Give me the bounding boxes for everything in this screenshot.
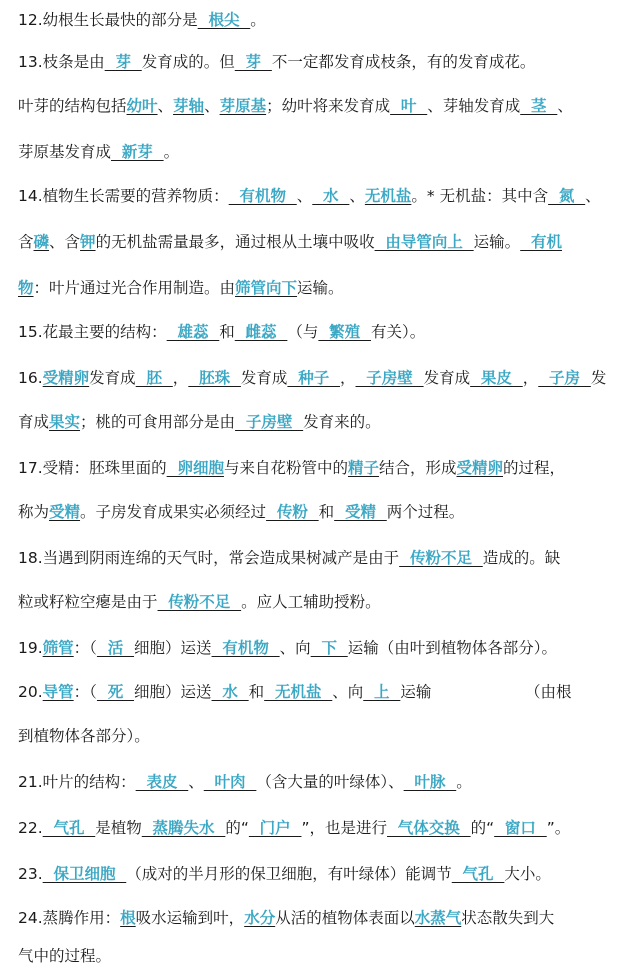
question-text: 、 — [157, 97, 174, 115]
answer-blank: 有机物 — [228, 187, 297, 205]
question-text: 22. — [18, 819, 43, 837]
question-text: （成对的半月形的保卫细胞，有叶绿体）能调节 — [126, 865, 452, 883]
question-text: 运输（由叶到植物体各部分）。 — [347, 639, 558, 657]
answer-blank: 氮 — [548, 187, 586, 205]
answer-blank: 上 — [363, 683, 401, 701]
answer-blank: 筛管向下 — [235, 279, 298, 297]
answer-blank: 气孔 — [451, 865, 505, 883]
question-text: 。 — [250, 11, 266, 29]
answer-blank: 气孔 — [42, 819, 96, 837]
question-text: 的过程， — [503, 459, 566, 477]
question-text: 芽原基发育成 — [18, 143, 112, 161]
answer-blank: 水蒸气 — [414, 909, 462, 927]
question-text: 。 — [456, 773, 472, 791]
text-line — [18, 410, 630, 434]
answer-blank: 子房 — [538, 369, 591, 387]
answer-blank: 窗口 — [494, 819, 547, 837]
answer-blank: 种子 — [287, 369, 340, 387]
text-line — [18, 680, 630, 704]
question-text: 发育成的。但 — [141, 53, 235, 71]
question-text: 不一定都发育成枝条，有的发育成花。 — [271, 53, 536, 71]
text-line — [18, 906, 630, 930]
answer-blank: 受精卵 — [42, 369, 90, 387]
question-text: ；幼叶将来发育成 — [266, 97, 391, 115]
question-text: 、向 — [332, 683, 364, 701]
text-line — [18, 320, 630, 344]
answer-blank: 磷 — [33, 233, 50, 251]
answer-blank: 芽轴 — [173, 97, 205, 115]
question-text: ， — [340, 369, 356, 387]
answer-blank: 有机物 — [211, 639, 280, 657]
question-text: 粒或籽粒空瘪是由于 — [18, 593, 158, 611]
question-text: 称为 — [18, 503, 50, 521]
answer-blank: 无机盐 — [264, 683, 333, 701]
text-line — [18, 546, 630, 570]
question-text: 、 — [585, 187, 601, 205]
question-text: 发 — [590, 369, 607, 387]
question-text: 的“ — [470, 819, 495, 837]
answer-blank: 气体交换 — [387, 819, 471, 837]
answer-blank: 蒸腾失水 — [141, 819, 226, 837]
text-line — [18, 230, 630, 254]
question-text: ：叶片通过光合作用制造。由 — [33, 279, 236, 297]
answer-blank: 根尖 — [197, 11, 251, 29]
question-text: ”，也是进行 — [301, 819, 388, 837]
question-text: 和 — [219, 323, 235, 341]
answer-blank: 胚 — [135, 369, 173, 387]
answer-blank: 水分 — [244, 909, 276, 927]
question-text: ：（ — [73, 639, 97, 657]
text-line — [18, 500, 630, 524]
answer-blank: 胚珠 — [188, 369, 241, 387]
answer-blank: 幼叶 — [126, 97, 158, 115]
question-text: （含大量的叶绿体）、 — [256, 773, 404, 791]
question-text: 、向 — [279, 639, 311, 657]
question-text: 造成的。缺 — [482, 549, 561, 567]
answer-blank: 卵细胞 — [166, 459, 224, 477]
answer-blank: 受精卵 — [456, 459, 504, 477]
question-text: 和 — [318, 503, 335, 521]
question-text: 19. — [18, 639, 43, 657]
question-text: 。* 无机盐：其中含 — [411, 187, 549, 205]
question-text: ， — [172, 369, 189, 387]
question-text: 细胞）运送 — [134, 639, 212, 657]
answer-blank: 活 — [96, 639, 135, 657]
answer-blank: 有机 — [520, 233, 562, 251]
answer-blank: 芽原基 — [219, 97, 267, 115]
answer-blank: 果实 — [49, 413, 81, 431]
question-text: 12.幼根生长最快的部分是 — [18, 11, 198, 29]
question-text: 23. — [18, 865, 43, 883]
answer-blank: 表皮 — [135, 773, 189, 791]
question-text: 状态散失到大 — [461, 909, 555, 927]
question-text: 的“ — [225, 819, 249, 837]
question-text: 发育成 — [423, 369, 471, 387]
answer-blank: 繁殖 — [318, 323, 371, 341]
question-text: 、 — [296, 187, 313, 205]
answer-blank: 雄蕊 — [166, 323, 220, 341]
question-text: 育成 — [18, 413, 50, 431]
answer-blank: 芽 — [234, 53, 272, 71]
question-text: 是植物 — [95, 819, 142, 837]
answer-blank: 无机盐 — [364, 187, 412, 205]
answer-blank: 芽 — [104, 53, 142, 71]
text-line — [18, 140, 630, 164]
answer-blank: 叶脉 — [403, 773, 457, 791]
question-text: ， — [522, 369, 539, 387]
question-text: 两个过程。 — [386, 503, 465, 521]
answer-blank: 水 — [312, 187, 350, 205]
question-text: 运输 （由根 — [400, 683, 572, 701]
text-line — [18, 770, 630, 794]
answer-blank: 传粉不足 — [157, 593, 242, 611]
question-text: 运输。 — [297, 279, 344, 297]
question-text: ”。 — [546, 819, 571, 837]
answer-blank: 叶 — [390, 97, 428, 115]
answer-blank: 受精 — [49, 503, 81, 521]
question-text: 有关）。 — [370, 323, 426, 341]
text-line — [18, 184, 630, 208]
answer-blank: 子房壁 — [355, 369, 424, 387]
question-text: 运输。 — [473, 233, 521, 251]
question-text: 大小。 — [504, 865, 551, 883]
answer-blank: 根 — [120, 909, 136, 927]
question-text: 14.植物生长需要的营养物质： — [18, 187, 229, 205]
answer-blank: 物 — [18, 279, 34, 297]
text-line — [18, 50, 630, 74]
question-text: 发育成 — [89, 369, 136, 387]
answer-blank: 导管 — [42, 683, 74, 701]
question-text: 15.花最主要的结构： — [18, 323, 167, 341]
answer-blank: 钾 — [80, 233, 96, 251]
question-text: 发育成 — [240, 369, 288, 387]
text-line — [18, 816, 630, 840]
question-text: 和 — [248, 683, 265, 701]
text-line — [18, 366, 630, 390]
question-text: （与 — [287, 323, 319, 341]
answer-blank: 茎 — [520, 97, 558, 115]
answer-blank: 果皮 — [470, 369, 523, 387]
text-line — [18, 590, 630, 614]
question-text: 、 — [204, 97, 220, 115]
question-text: ；桃的可食用部分是由 — [80, 413, 236, 431]
text-line — [18, 724, 630, 748]
question-text: 发育来的。 — [303, 413, 381, 431]
question-text: 21.叶片的结构： — [18, 773, 136, 791]
text-line — [18, 636, 630, 660]
question-text: 气中的过程。 — [18, 947, 112, 965]
question-text: 13.枝条是由 — [18, 53, 105, 71]
question-text: 、芽轴发育成 — [427, 97, 521, 115]
question-text: 18.当遇到阴雨连绵的天气时，常会造成果树减产是由于 — [18, 549, 400, 567]
answer-blank: 新芽 — [111, 143, 164, 161]
question-text: 的无机盐需量最多，通过根从土壤中吸收 — [95, 233, 375, 251]
question-text: 到植物体各部分）。 — [18, 727, 150, 745]
question-text: 叶芽的结构包括 — [18, 97, 127, 115]
answer-blank: 雌蕊 — [234, 323, 288, 341]
question-text: ：（ — [73, 683, 97, 701]
answer-blank: 门户 — [248, 819, 302, 837]
question-text: 吸水运输到叶， — [135, 909, 245, 927]
answer-blank: 下 — [310, 639, 348, 657]
answer-blank: 水 — [211, 683, 249, 701]
text-line — [18, 456, 630, 480]
question-text: 。应人工辅助授粉。 — [241, 593, 381, 611]
answer-blank: 死 — [96, 683, 135, 701]
answer-blank: 保卫细胞 — [42, 865, 127, 883]
question-text: 、 — [349, 187, 365, 205]
question-text: 、含 — [49, 233, 81, 251]
question-text: 。子房发育成果实必须经过 — [80, 503, 267, 521]
question-text: 16. — [18, 369, 43, 387]
answer-blank: 受精 — [334, 503, 387, 521]
answer-blank: 传粉不足 — [399, 549, 483, 567]
text-line — [18, 8, 630, 32]
question-text: 结合，形成 — [378, 459, 457, 477]
question-text: 。 — [163, 143, 180, 161]
text-line — [18, 862, 630, 886]
question-text: 17.受精：胚珠里面的 — [18, 459, 167, 477]
question-text: 24.蒸腾作用： — [18, 909, 121, 927]
question-text: 、 — [557, 97, 573, 115]
text-line — [18, 276, 630, 300]
answer-blank: 叶肉 — [203, 773, 257, 791]
answer-blank: 精子 — [347, 459, 379, 477]
question-text: 含 — [18, 233, 34, 251]
text-line — [18, 944, 630, 968]
question-text: 细胞）运送 — [134, 683, 212, 701]
question-text: 从活的植物体表面以 — [275, 909, 415, 927]
question-text: 20. — [18, 683, 43, 701]
answer-blank: 传粉 — [266, 503, 319, 521]
question-text: 与来自花粉管中的 — [223, 459, 348, 477]
answer-blank: 筛管 — [42, 639, 74, 657]
text-line — [18, 94, 630, 118]
answer-blank: 子房壁 — [235, 413, 304, 431]
answer-blank: 由导管向上 — [374, 233, 474, 251]
question-text: 、 — [188, 773, 204, 791]
